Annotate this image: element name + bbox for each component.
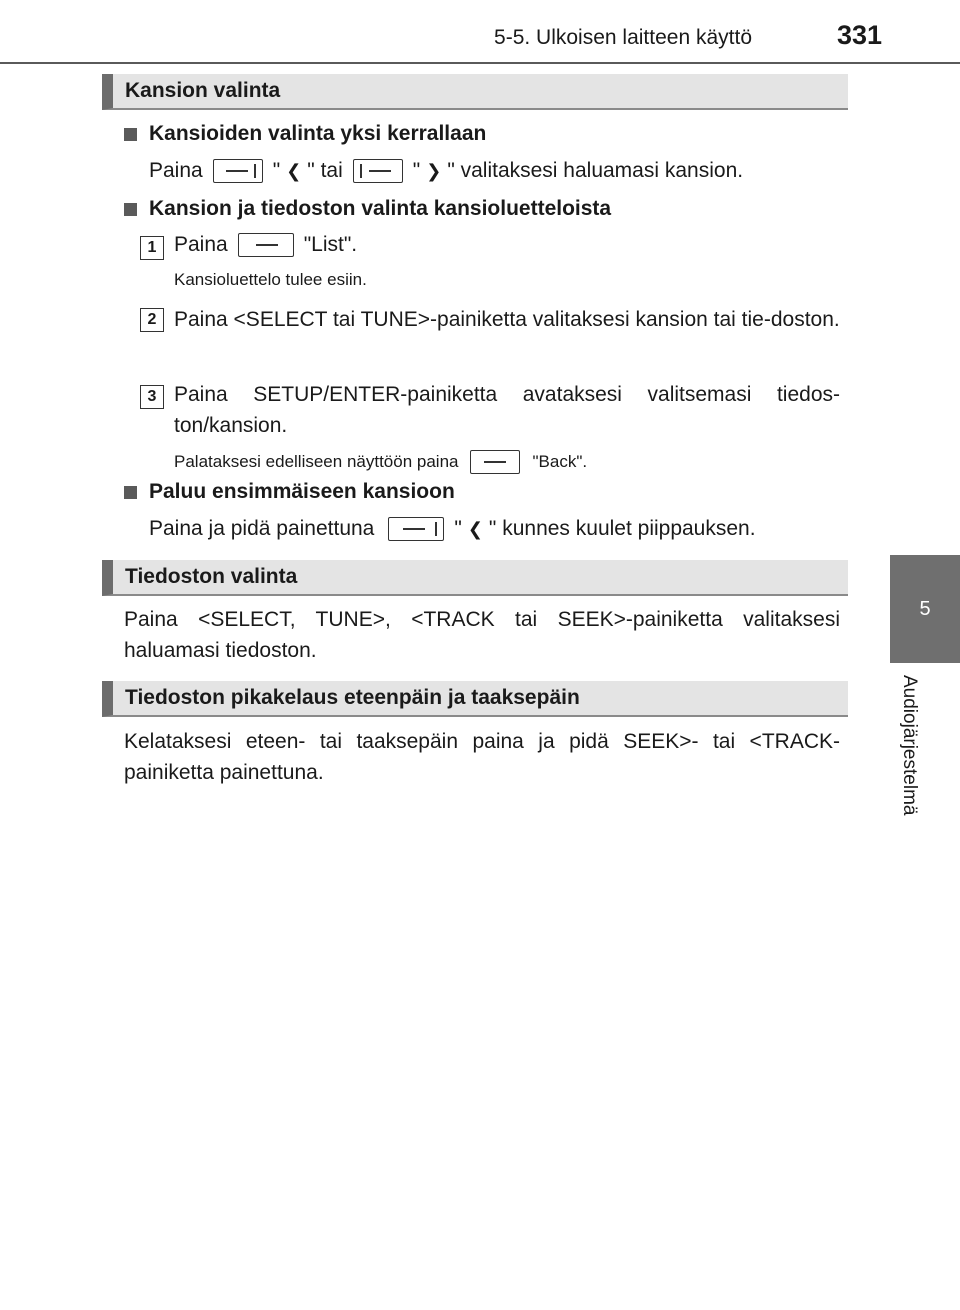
chevron-left-icon: ❮ bbox=[286, 160, 302, 181]
section-header-title: 5-5. Ulkoisen laitteen käyttö bbox=[494, 26, 752, 49]
chapter-number: 5 bbox=[919, 597, 931, 620]
page-number: 331 bbox=[836, 20, 882, 50]
bullet-square-icon bbox=[124, 203, 137, 216]
step-3-note: Palataksesi edelliseen näyttöön paina "Back". bbox=[174, 450, 587, 474]
seek-forward-button-icon bbox=[353, 159, 403, 183]
instruction-line-folder-step: Paina " ❮ " tai " ❯ " valitaksesi haluamasi kansion. bbox=[149, 159, 744, 182]
chapter-tab bbox=[890, 555, 960, 663]
instruction-line-return-first: Paina ja pidä painettuna " ❮ " kunnes kuulet piippauksen. bbox=[149, 517, 756, 540]
section-title: Tiedoston valinta bbox=[125, 565, 298, 588]
bullet-square-icon bbox=[124, 486, 137, 499]
section-title: Kansion valinta bbox=[125, 79, 281, 102]
step-number-1: 1 bbox=[140, 236, 164, 260]
chapter-label: Audiojärjestelmä bbox=[899, 675, 920, 816]
chevron-right-icon: ❯ bbox=[426, 160, 442, 181]
fast-forward-text: Kelataksesi eteen- tai taaksepäin paina ja pidä SEEK>- tai <TRACK-painiketta painettuna. bbox=[124, 730, 840, 784]
step-1-text: Paina "List". bbox=[174, 233, 358, 256]
bullet-square-icon bbox=[124, 128, 137, 141]
subheading-return-first-folder: Paluu ensimmäiseen kansioon bbox=[124, 480, 455, 504]
step-1-note: Kansioluettelo tulee esiin. bbox=[174, 270, 367, 289]
list-button-icon bbox=[238, 233, 294, 257]
step-number-3: 3 bbox=[140, 385, 164, 409]
section-heading-fast-forward bbox=[102, 681, 848, 717]
section-heading-folder-select bbox=[102, 74, 848, 110]
back-button-icon bbox=[470, 450, 520, 474]
step-2-text: Paina <SELECT tai TUNE>-painiketta valitaksesi kansion tai tie-doston. bbox=[174, 308, 840, 331]
seek-back-button-icon bbox=[388, 517, 444, 541]
file-select-text: Paina <SELECT, TUNE>, <TRACK tai SEEK>-painiketta valitaksesi haluamasi tiedoston. bbox=[124, 608, 840, 662]
subheading-folder-list: Kansion ja tiedoston valinta kansioluetteloista bbox=[124, 197, 611, 221]
seek-back-button-icon bbox=[213, 159, 263, 183]
header-divider bbox=[0, 62, 960, 64]
chevron-left-icon: ❮ bbox=[467, 518, 483, 539]
step-3-text: Paina SETUP/ENTER-painiketta avataksesi valitsemasi tiedos-ton/kansion. bbox=[174, 383, 840, 437]
section-heading-file-select bbox=[102, 560, 848, 596]
step-number-2: 2 bbox=[140, 308, 164, 332]
subheading-one-at-a-time: Kansioiden valinta yksi kerrallaan bbox=[124, 122, 486, 146]
section-title: Tiedoston pikakelaus eteenpäin ja taaksepäin bbox=[125, 686, 580, 709]
